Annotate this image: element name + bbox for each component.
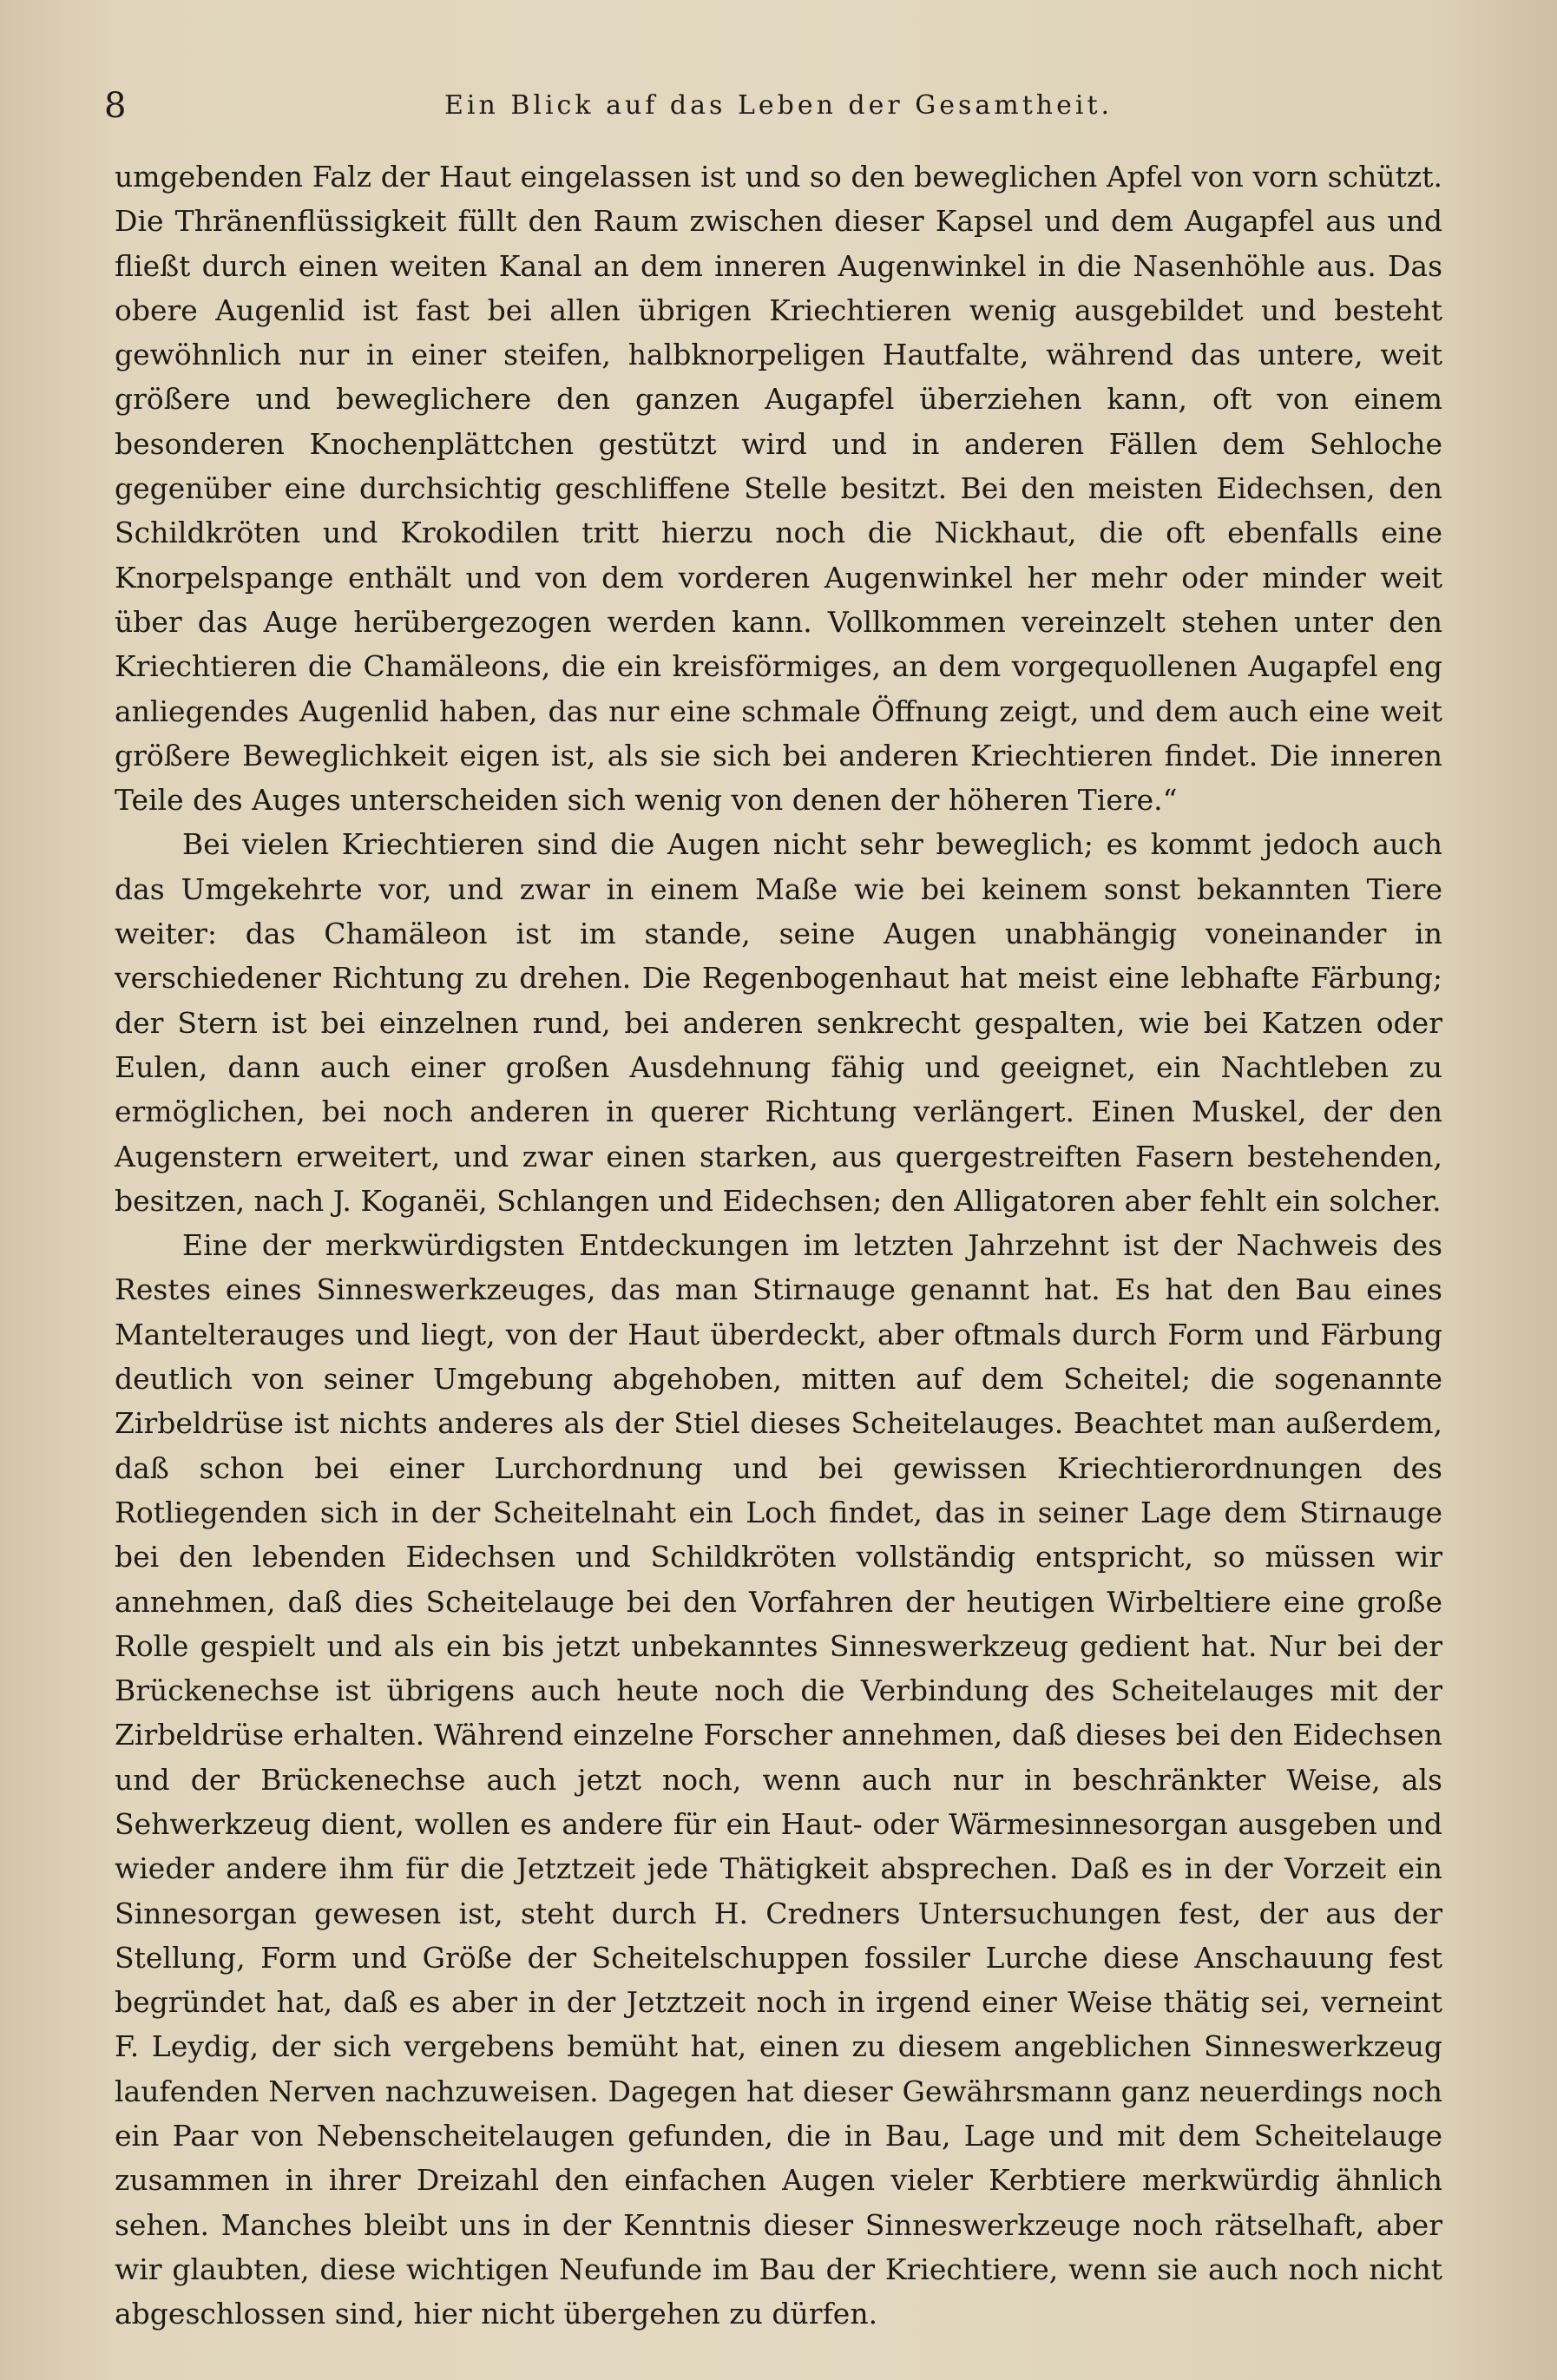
body-text [115,155,1442,2337]
paragraph-eye-mobility: Bei vielen Kriechtieren sind die Augen nicht sehr beweglich; es kommt jedoch auch das Umgekehrte vor, und zwar in einem Maße wie bei keinem sonst bekannten Tiere weiter: das Chamäleon ist im stande, seine Augen unabhängig voneinander in verschiedener Richtung zu drehen. Die Regenbogenhaut hat meist eine lebhafte Färbung; der Stern ist bei einzelnen rund, bei anderen senkrecht gespalten, wie bei Katzen oder Eulen, dann auch einer großen Ausdehnung fähig und geeignet, ein Nachtleben zu ermöglichen, bei noch anderen in querer Richtung verlängert. Einen Muskel, der den Augenstern erweitert, und zwar einen starken, aus quergestreiften Fasern bestehenden, besitzen, nach J. Koganëi, Schlangen und Eidechsen; den Alligatoren aber fehlt ein solcher. [115,827,1442,1218]
paragraph-parietal-eye: Eine der merkwürdigsten Entdeckungen im letzten Jahrzehnt ist der Nachweis des Restes eines Sinneswerkzeuges, das man Stirnauge genannt hat. Es hat den Bau eines Mantelterauges und liegt, von der Haut überdeckt, aber oftmals durch Form und Färbung deutlich von seiner Umgebung abgehoben, mitten auf dem Scheitel; die sogenannte Zirbeldrüse ist nichts anderes als der Stiel dieses Scheitelauges. Beachtet man außerdem, daß schon bei einer Lurchordnung und bei gewissen Kriechtierordnungen des Rotliegenden sich in der Scheitelnaht ein Loch findet, das in seiner Lage dem Stirnauge bei den lebenden Eidechsen und Schildkröten vollständig entspricht, so müssen wir annehmen, daß dies Scheitelauge bei den Vorfahren der heutigen Wirbeltiere eine große Rolle gespielt und als ein bis jetzt unbekanntes Sinneswerkzeug gedient hat. Nur bei der Brückenechse ist übrigens auch heute noch die Verbindung des Scheitelauges mit der Zirbeldrüse erhalten. Während einzelne Forscher annehmen, daß dieses bei den Eidechsen und der Brückenechse auch jetzt noch, wenn auch nur in beschränkter Weise, als Sehwerkzeug dient, wollen es andere für ein Haut- oder Wärmesinnesorgan ausgeben und wieder andere ihm für die Jetztzeit jede Thätigkeit absprechen. Daß es in der Vorzeit ein Sinnesorgan gewesen ist, steht durch H. Credners Untersuchungen fest, der aus der Stellung, Form und Größe der Scheitelschuppen fossiler Lurche diese Anschauung fest begründet hat, daß es aber in der Jetztzeit noch in irgend einer Weise thätig sei, verneint F. Leydig, der sich vergebens bemüht hat, einen zu diesem angeblichen Sinneswerkzeug laufenden Nerven nachzuweisen. Dagegen hat dieser Gewährsmann ganz neuerdings noch ein Paar von Nebenscheitelaugen gefunden, die in Bau, Lage und mit dem Scheitelauge zusammen in ihrer Dreizahl den einfachen Augen vieler Kerbtiere merkwürdig ähnlich sehen. Manches bleibt uns in der Kenntnis dieser Sinneswerkzeuge noch rätselhaft, aber wir glaubten, diese wichtigen Neufunde im Bau der Kriechtiere, wenn sie auch noch nicht abgeschlossen sind, hier nicht übergehen zu dürfen. [115,1228,1442,2331]
paragraph-continued: umgebenden Falz der Haut eingelassen ist und so den beweglichen Apfel von vorn schützt. Die Thränenflüssigkeit füllt den Raum zwischen dieser Kapsel und dem Augapfel aus und fließt durch einen weiten Kanal an dem inneren Augenwinkel in die Nasenhöhle aus. Das obere Augenlid ist fast bei allen übrigen Kriechtieren wenig ausgebildet und besteht gewöhnlich nur in einer steifen, halbknorpeligen Hautfalte, während das untere, weit größere und beweglichere den ganzen Augapfel überziehen kann, oft von einem besonderen Knochenplättchen gestützt wird und in anderen Fällen dem Sehloche gegenüber eine durchsichtig geschliffene Stelle besitzt. Bei den meisten Eidechsen, den Schildkröten und Krokodilen tritt hierzu noch die Nickhaut, die oft ebenfalls eine Knorpelspange enthält und von dem vorderen Augenwinkel her mehr oder minder weit über das Auge herübergezogen werden kann. Vollkommen vereinzelt stehen unter den Kriechtieren die Chamäleons, die ein kreisförmiges, an dem vorgequollenen Augapfel eng anliegendes Augenlid haben, das nur eine schmale Öffnung zeigt, und dem auch eine weit größere Beweglichkeit eigen ist, als sie sich bei anderen Kriechtieren findet. Die inneren Teile des Auges unterscheiden sich wenig von denen der höheren Tiere.“ [115,160,1442,818]
page-number: 8 [104,86,127,126]
page-header [104,80,1453,132]
running-title: Ein Blick auf das Leben der Gesamtheit. [443,90,1114,121]
